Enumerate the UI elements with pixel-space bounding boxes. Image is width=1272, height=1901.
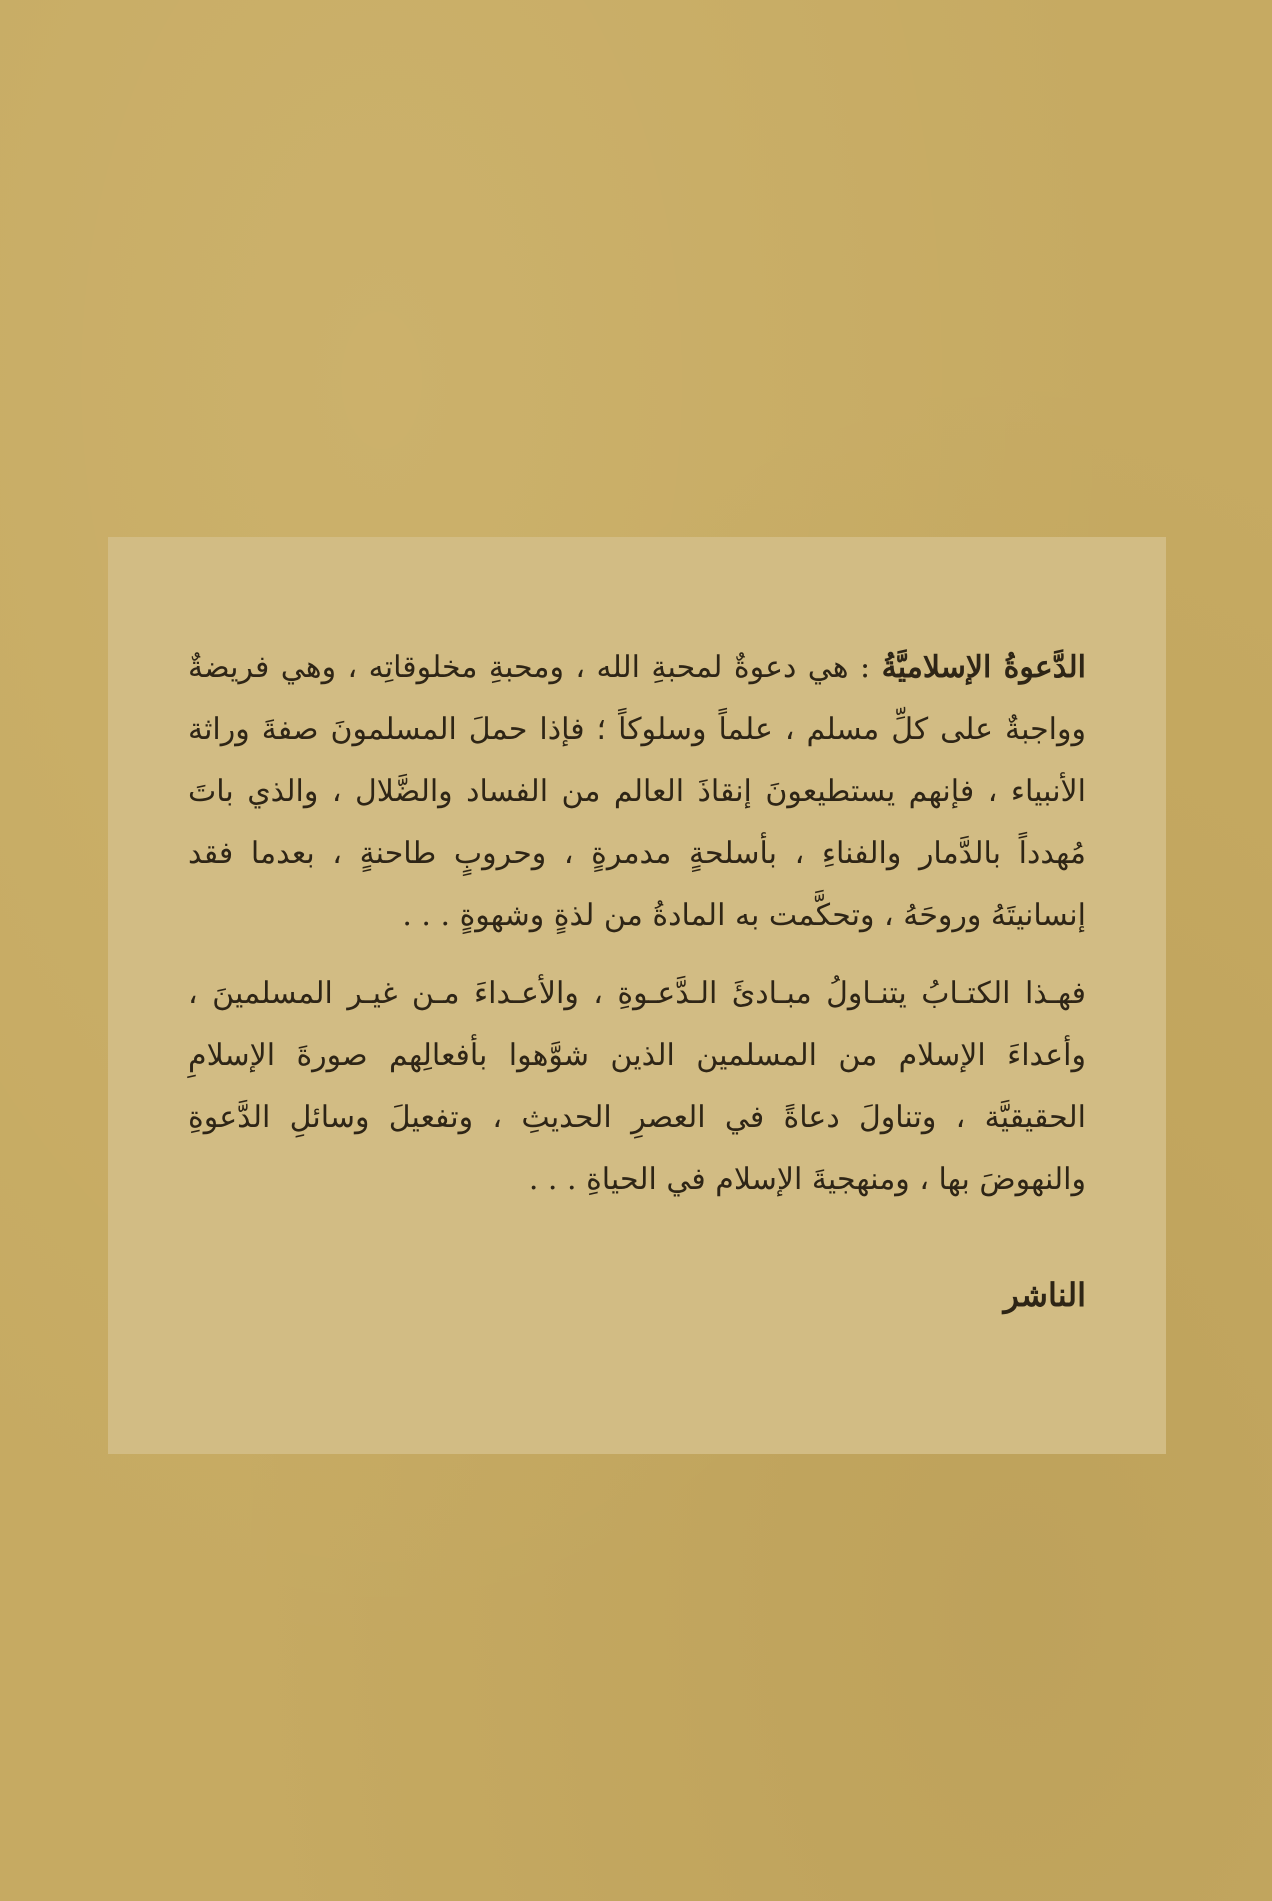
blurb-paragraph-2: فهـذا الكتـابُ يتنـاولُ مبـادئَ الـدَّعـوةِ ، والأعـداءَ مـن غيـر المسلمينَ ، وأعداءَ الإسلام من المسلمين الذين شوَّهوا بأفعالِهم صورةَ الإسلامِ الحقيقيَّة ، وتناولَ دعاةً في العصرِ الحديثِ ، وتفعيلَ وسائلِ الدَّعوةِ والنهوضَ بها ، ومنهجيةَ الإسلام في الحياةِ . . .	[188, 976, 1086, 1197]
blurb-panel	[108, 537, 1166, 1454]
blurb-paragraph-1-text: : هي دعوةٌ لمحبةِ الله ، ومحبةِ مخلوقاتِه ، وهي فريضةٌ وواجبةٌ على كلِّ مسلم ، علماً وسلوكاً ؛ فإذا حملَ المسلمونَ صفةَ وراثة الأنبياء ، فإنهم يستطيعونَ إنقاذَ العالم من الفساد والضَّلال ، والذي باتَ مُهدداً بالدَّمار والفناءِ ، بأسلحةٍ مدمرةٍ ، وحروبٍ طاحنةٍ ، بعدما فقد إنسانيتَهُ وروحَهُ ، وتحكَّمت به المادةُ من لذةٍ وشهوةٍ . . .	[188, 650, 1086, 933]
blurb-lead-title: الدَّعوةُ الإسلاميَّةُ	[881, 650, 1086, 685]
blurb-paragraph-1	[188, 637, 1086, 947]
publisher-signature: الناشر	[1003, 1276, 1086, 1314]
